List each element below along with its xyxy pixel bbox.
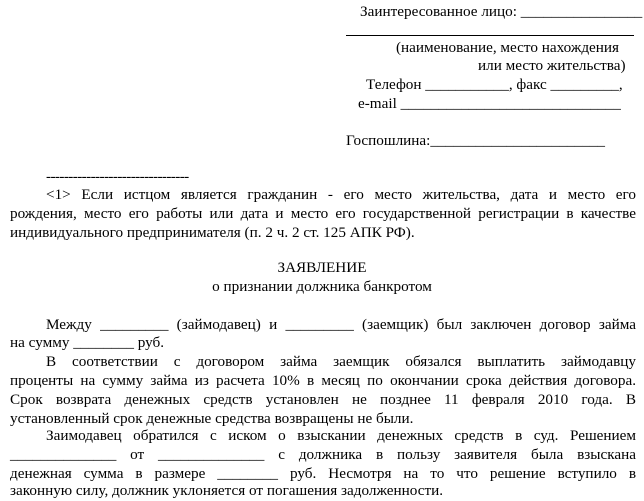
interested-party-underline [346, 35, 634, 36]
paragraph1-line1: Между _________ (займодавец) и _________ (заемщик) был заключен договор займа [46, 316, 636, 333]
phone-fax-line: Телефон ___________, факс _________, [366, 76, 623, 93]
paragraph3-line2: ______________ от ______________ с должника в пользу заявителя была взыскана [10, 446, 636, 463]
footnote-line2: рождения, место его работы или дата и место его государственной регистрации в качестве [10, 205, 636, 222]
interested-party-label: Заинтересованное лицо: ________________ [360, 3, 643, 20]
footnote-line3: индивидуального предпринимателя (п. 2 ч. 2 ст. 125 АПК РФ). [10, 224, 415, 241]
state-fee-label: Госпошлина:_______________________ [346, 132, 606, 149]
name-note-line2: или место жительства) [478, 57, 626, 74]
paragraph3-line4: законную силу, должник уклоняется от погашения задолженности. [10, 482, 444, 499]
paragraph2-line4: установленный срок денежные средства возвращены не были. [10, 410, 414, 427]
name-note-line1: (наименование, место нахождения [396, 39, 620, 56]
paragraph3-line3: денежная сумма в размере ________ руб. Несмотря на то что решение вступило в [10, 465, 636, 482]
paragraph2-line3: Срок возврата денежных средств установлен не позднее 11 февраля 2010 года. В [10, 391, 636, 408]
paragraph3-line1: Заимодавец обратился с иском о взыскании денежных средств в суд. Решением [46, 427, 636, 444]
paragraph2-line1: В соответствии с договором займа заемщик обязался выплатить займодавцу [46, 353, 636, 370]
footnote-line1: <1> Если истцом является гражданин - его место жительства, дата и место его [46, 186, 636, 203]
document-subtitle: о признании должника банкротом [212, 278, 432, 295]
paragraph1-line2: на сумму ________ руб. [10, 334, 165, 351]
paragraph2-line2: проценты на сумму займа из расчета 10% в месяц по окончании срока действия договора. [10, 372, 636, 389]
footnote-separator: -------------------------------- [46, 168, 189, 185]
email-line: e-mail _____________________________ [358, 95, 621, 112]
document-title: ЗАЯВЛЕНИЕ [277, 259, 367, 276]
